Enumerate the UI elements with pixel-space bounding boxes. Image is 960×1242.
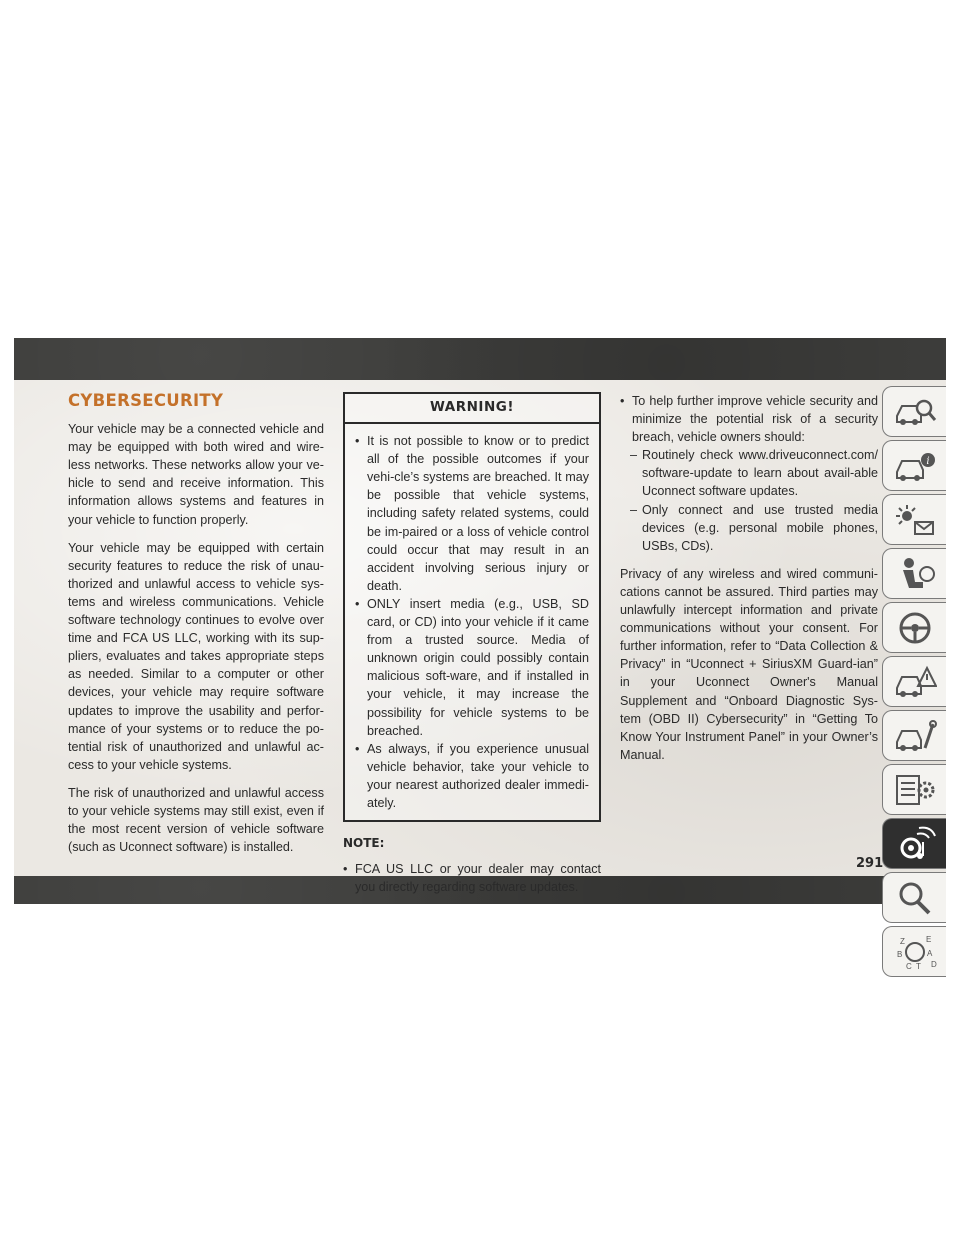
seated-person-airbag-icon	[893, 554, 937, 594]
list-item: • To help further improve vehicle security and minimize the potential risk of a security breach, vehicle owners should:	[620, 392, 878, 446]
index-letter: T	[915, 961, 921, 971]
header-band	[14, 338, 946, 380]
paragraph: Privacy of any wireless and wired communi-cations cannot be assured. Third parties may unlawfully intercept information and private communications without your consent. For further information, refer to “Data Collection & Privacy” in “Uconnect + SiriusXM Guard-ian” in your Uconnect Owner's Manual Supplement and “Onboard Diagnostic Sys-tem (OBD II) Cybersecurity” in “Getting To Know Your Instrument Panel” in your Owner’s Manual.	[620, 566, 878, 762]
tab-car-info[interactable]	[882, 440, 946, 491]
magnifier-icon	[893, 878, 937, 918]
warning-item: • It is not possible to know or to predict all of the possible outcomes if your vehi-cle’s systems are breached. It may be possible that vehicle systems, including safety related systems, could be im-paired or a loss of vehicle control could occur that may result in an accident involving serious injury or death.	[355, 432, 589, 595]
note-title: NOTE:	[343, 836, 385, 851]
index-letter: E	[925, 934, 931, 944]
car-search-icon	[893, 392, 937, 432]
warning-item: • As always, if you experience unusual vehicle behavior, take your vehicle to your nearest authorized dealer immedi-ately.	[355, 740, 589, 812]
multimedia-music-icon	[893, 824, 937, 864]
list-gear-icon	[893, 770, 937, 810]
tab-index[interactable]	[882, 926, 946, 977]
index-letter: B	[896, 949, 902, 959]
column-1	[68, 392, 324, 866]
warning-box	[343, 392, 601, 822]
security-steps-list	[620, 392, 878, 555]
chapter-tabs	[882, 386, 946, 980]
tab-car-warning[interactable]	[882, 656, 946, 707]
section-title: CYBERSECURITY	[68, 391, 224, 410]
tab-lights-message[interactable]	[882, 494, 946, 545]
tab-list-gear[interactable]	[882, 764, 946, 815]
lights-message-icon	[893, 500, 937, 540]
warning-list	[355, 432, 589, 812]
column-3	[620, 392, 878, 774]
index-letter: D	[930, 959, 937, 969]
tab-multimedia[interactable]	[882, 818, 946, 869]
index-letter: A	[926, 948, 932, 958]
tab-car-wrench[interactable]	[882, 710, 946, 761]
index-letter: C	[905, 961, 912, 971]
steering-wheel-icon	[893, 608, 937, 648]
warning-item: • ONLY insert media (e.g., USB, SD card, or CD) into your vehicle if it came from a trusted source. Media of unknown origin could possibly contain malicious soft-ware, and if installed in your vehicle, it may increase the possibility for vehicle systems to be breached.	[355, 595, 589, 740]
index-letters-icon	[893, 932, 937, 972]
sub-list-item: – Routinely check www.driveuconnect.com/ software-update to learn about avail-able Uconnect software updates.	[620, 446, 878, 500]
car-info-icon	[893, 446, 937, 486]
paragraph: The risk of unauthorized and unlawful access to your vehicle systems may still exist, even if the most recent version of vehicle software (such as Uconnect software) is installed.	[68, 785, 324, 855]
warning-title: WARNING!	[345, 398, 599, 424]
page-number: 291	[856, 856, 884, 871]
svg-text:i: i	[925, 455, 930, 467]
note-item: • FCA US LLC or your dealer may contact you directly regarding software updates.	[343, 860, 601, 896]
note-list	[343, 860, 601, 896]
tab-steering-wheel[interactable]	[882, 602, 946, 653]
car-wrench-icon	[893, 716, 937, 756]
tab-seated-person-airbag[interactable]	[882, 548, 946, 599]
column-2	[343, 392, 601, 896]
car-warning-icon	[893, 662, 937, 702]
index-letter: Z	[899, 936, 905, 946]
tab-car-search[interactable]	[882, 386, 946, 437]
tab-search[interactable]	[882, 872, 946, 923]
paragraph: Your vehicle may be equipped with certain security features to reduce the risk of unau-thorized and unlawful access to vehicle sys-tems and wireless communications. Vehicle software technology continues to evolve over time and FCA US LLC, working with its sup-pliers, evaluates and takes appropriate steps as needed. Similar to a computer or other devices, your vehicle may require software updates to improve the usability and perfor-mance of your systems or to reduce the po-tential risk of unauthorized and unlawful ac-cess to your vehicle systems.	[68, 540, 324, 772]
paragraph: Your vehicle may be a connected vehicle and may be equipped with both wired and wire-less networks. These networks allow your ve-hicle to send and receive information. This information allows systems and features in your vehicle to function properly.	[68, 422, 324, 527]
sub-list-item: – Only connect and use trusted media devices (e.g. personal mobile phones, USBs, CDs).	[620, 501, 878, 555]
